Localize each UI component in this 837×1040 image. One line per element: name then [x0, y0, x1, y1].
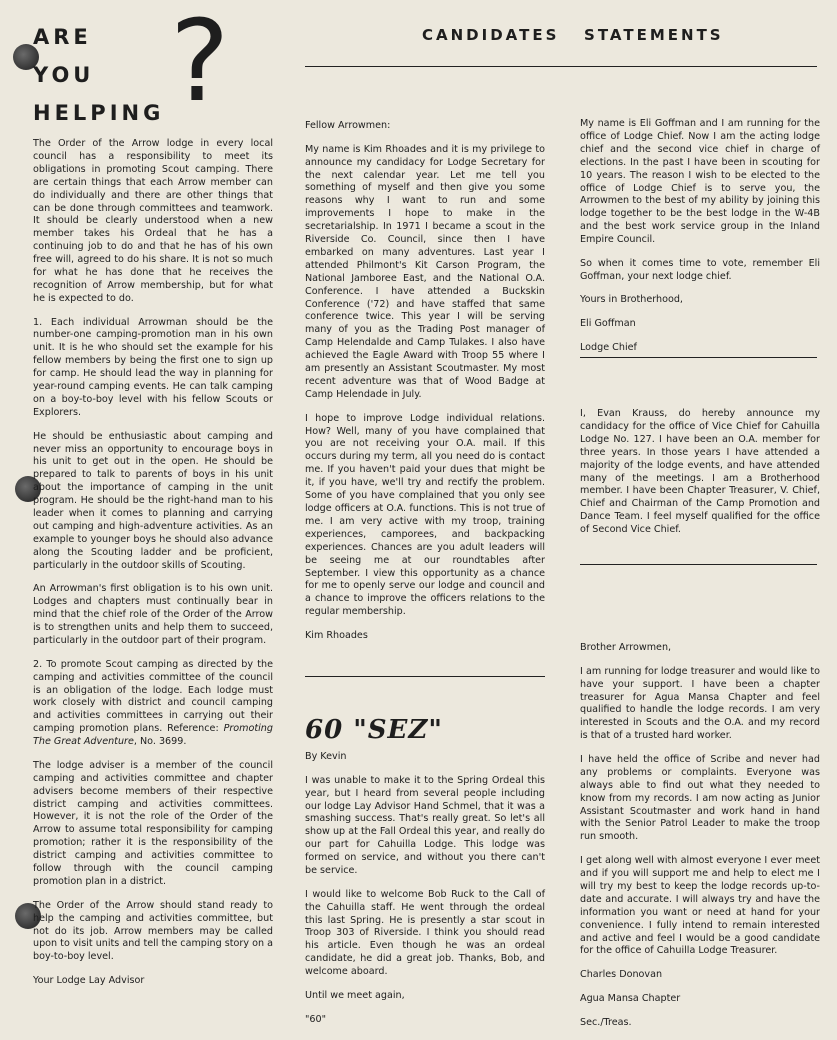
- eli-paragraph: My name is Eli Goffman and I am running for the office of Lodge Chief. Now I am the acting lodge chief and the second vice chief in charge of elections. In the past I have been in scouting for 10 years. The reason I wish to be elected to the office of Lodge Chief is to serve you, the Arrowmen to the best of my ability by joining this lodge together to be the best lodge in the W-4B and the best work service group in the Inland Empire Council.: [580, 118, 820, 246]
- eli-signature-name: Eli Goffman: [580, 318, 636, 330]
- header-rule: [305, 66, 817, 67]
- reference-number: , No. 3699.: [133, 736, 187, 748]
- charles-statement: [580, 642, 820, 1040]
- evan-statement: [580, 408, 820, 548]
- eli-paragraph: So when it comes time to vote, remember Eli Goffman, your next lodge chief.: [580, 257, 820, 282]
- charles-paragraph: I get along well with almost everyone I ever meet and if you will support me and help to elect me I will try my best to keep the lodge records up-to-date and accurate. I will always try and have the information you want or need at hand for your convenience. I fully intend to remain interested and active and feel I would be a good candidate for the office of Cahuilla Lodge Treasurer.: [580, 855, 820, 957]
- evan-divider-rule: [580, 564, 817, 565]
- candidates-statements-heading: CANDIDATES STATEMENTS: [422, 26, 724, 44]
- sez-paragraph: I was unable to make it to the Spring Ordeal this year, but I heard from several people including our lodge Lay Advisor Hand Schmel, that it was a smashing success. That's really great. So let's all show up at the Fall Ordeal this year, and really do our part for Cahuilla Lodge. This lodge was formed on service, and without you there can't be service.: [305, 774, 545, 877]
- sez-byline: By Kevin: [305, 751, 347, 762]
- article-paragraph: The lodge adviser is a member of the council camping and activities committee and chapter advisers become members of their respective district camping and activities committees. However, it is not the role of the Order of the Arrow to assume total responsibility for camping promotion; rather it is the responsibility of the district camping and activities committee to follow through with the council camping promotion plan in a district.: [33, 759, 273, 888]
- article-paragraph: An Arrowman's first obligation is to his own unit. Lodges and chapters must continually bear in mind that the chief role of the Order of the Arrow is to strengthen units and help them to succeed, particularly in the outdoor part of their program.: [33, 583, 273, 647]
- article-paragraph-reference: 2. To promote Scout camping as directed by the camping and activities committee of the council is an obligation of the lodge. Each lodge must work closely with district and council camping and activities committees in carrying out their camping promotion plans. Reference: Promoting The Great Adventure, No. 3699.: [33, 658, 273, 748]
- charles-signature-chapter: Agua Mansa Chapter: [580, 992, 681, 1004]
- middle-column: [305, 120, 545, 654]
- evan-paragraph: I, Evan Krauss, do hereby announce my candidacy for the office of Vice Chief for Cahuilla Lodge No. 127. I have been an O.A. member for three years. In those years I have attended a majority of the lodge events, and have attended many of the meetings. I am a Brotherhood member. I have been Chapter Treasurer, V. Chief, Chief and Chairman of the Camp Promotion and Dance Team. I feel myself qualified for the office of Second Vice Chief.: [580, 408, 820, 536]
- sez-title: 60 "SEZ": [305, 715, 443, 745]
- article-paragraph: The Order of the Arrow should stand ready to help the camping and activities committee, but not do its job. Arrow members may be called upon to visit units and tell the camping story on a boy-to-boy level.: [33, 899, 273, 963]
- title-line-3: HELPING: [33, 101, 165, 125]
- are-you-helping-title: [33, 18, 164, 132]
- kim-paragraph: I hope to improve Lodge individual relations. How? Well, many of you have complained that you are not receiving your O.A. mail. If this occurs during my term, all you need do is contact me. If you haven't paid your dues that might be it, if you have, we'll try and rectify the problem. Some of you have complained that you only see lodge officers at O.A. functions. This is not true of me. I am very active with my troop, training experiences, camporees, and backpacking experiences. Chances are you adult leaders will be seeing me at our roundtables after September. I view this opportunity as a chance for me to openly serve our lodge and council and a chance to improve the officers relations to the regular membership.: [305, 412, 545, 618]
- charles-paragraph: I have held the office of Scribe and never had any problems or complaints. Everyone was always able to find out what they needed to know from my records. I am now acting as Junior Assistant Scoutmaster and work hand in hand with the Senior Patrol Leader to make the troop run smooth.: [580, 753, 820, 843]
- charles-signature-name: Charles Donovan: [580, 969, 663, 981]
- article-signature: Your Lodge Lay Advisor: [33, 975, 145, 987]
- right-column: [580, 118, 820, 366]
- kim-paragraph: My name is Kim Rhoades and it is my privilege to announce my candidacy for Lodge Secretary for the next calendar year. Let me tell you something of myself and then give you some reasons why I want to run and some improvements I hope to make in the secretarialship. In 1971 I became a scout in the Riverside Co. Council, since then I have embarked on many adventures. Last year I attended Philmont's Kit Carson Program, the National Jamboree East, and the National O.A. Conference. I have attended a Buckskin Conference ('72) and have staffed that same conference twice. This year I will be serving many of you as the Trading Post manager of Camp Helendalde and Camp Tulakes. I also have achieved the Eagle Award with Troop 55 where I am presently an Assistant Scoutmaster. My most recent adventure was that of Wood Badge at Camp Helendade in July.: [305, 143, 545, 400]
- question-mark-glyph: ?: [170, 0, 230, 127]
- eli-signature-title: Lodge Chief: [580, 341, 637, 353]
- charles-salutation: Brother Arrowmen,: [580, 642, 672, 653]
- kim-divider-rule: [305, 676, 545, 677]
- kim-signature: Kim Rhoades: [305, 629, 368, 641]
- kim-salutation: Fellow Arrowmen:: [305, 120, 391, 131]
- sez-signature: "60": [305, 1013, 327, 1025]
- title-line-1: ARE: [33, 25, 92, 49]
- charles-signature-title: Sec./Treas.: [580, 1016, 632, 1028]
- article-paragraph: 1. Each individual Arrowman should be the number-one camping-promotion man in his own unit. It is he who should set the example for his fellow members by being the first one to sign up for camp. He should lead the way in planning for year-round camping events. He can talk camping on a boy-to-boy level with his fellow Scouts or Explorers.: [33, 316, 273, 418]
- sez-column: [305, 715, 545, 1037]
- title-line-2: YOU: [33, 63, 95, 87]
- sez-paragraph: I would like to welcome Bob Ruck to the Call of the Cahuilla staff. He went through the ordeal this last Spring. He is presently a star scout in Troop 303 of Riverside. I think you should read his article. Even though he was an ordeal candidate, he did a great job. Thanks, Bob, and welcome aboard.: [305, 888, 545, 978]
- reference-title: Promoting The Great Adventure: [33, 723, 273, 748]
- article-paragraph: The Order of the Arrow lodge in every local council has a responsibility to meet its obligations in promoting Scout camping. There are certain things that each Arrow member can do individually and there are other things that can be done through committees and teamwork. It should be clearly understood when a new member takes his Ordeal that he has a continuing job to do and that he has of his own free will, agreed to do his share. It is not so much for what he has done that he receives the recognition of Arrow membership, but for what he is expected to do.: [33, 138, 273, 304]
- eli-divider-rule: [580, 357, 817, 358]
- sez-closing: Until we meet again,: [305, 989, 405, 1001]
- article-paragraph: He should be enthusiastic about camping and never miss an opportunity to encourage boys in his unit to get out in the open. He should be prepared to talk to parents of boys in his unit about the importance of camping in the unit program. He should be the right-hand man to his leader when it comes to planning and carrying out camping and high-adventure activities. As an example to younger boys he should also advance along the Scouting ladder and be proficient, particularly in the outdoor skills of Scouting.: [33, 430, 273, 571]
- are-you-helping-article: [33, 138, 273, 999]
- eli-closing: Yours in Brotherhood,: [580, 294, 683, 306]
- charles-paragraph: I am running for lodge treasurer and would like to have your support. I have been a chapter treasurer for Agua Mansa Chapter and feel qualified to handle the lodge records. I am very interested in Scouts and the O.A. and my record is that of a trusted hard worker.: [580, 665, 820, 742]
